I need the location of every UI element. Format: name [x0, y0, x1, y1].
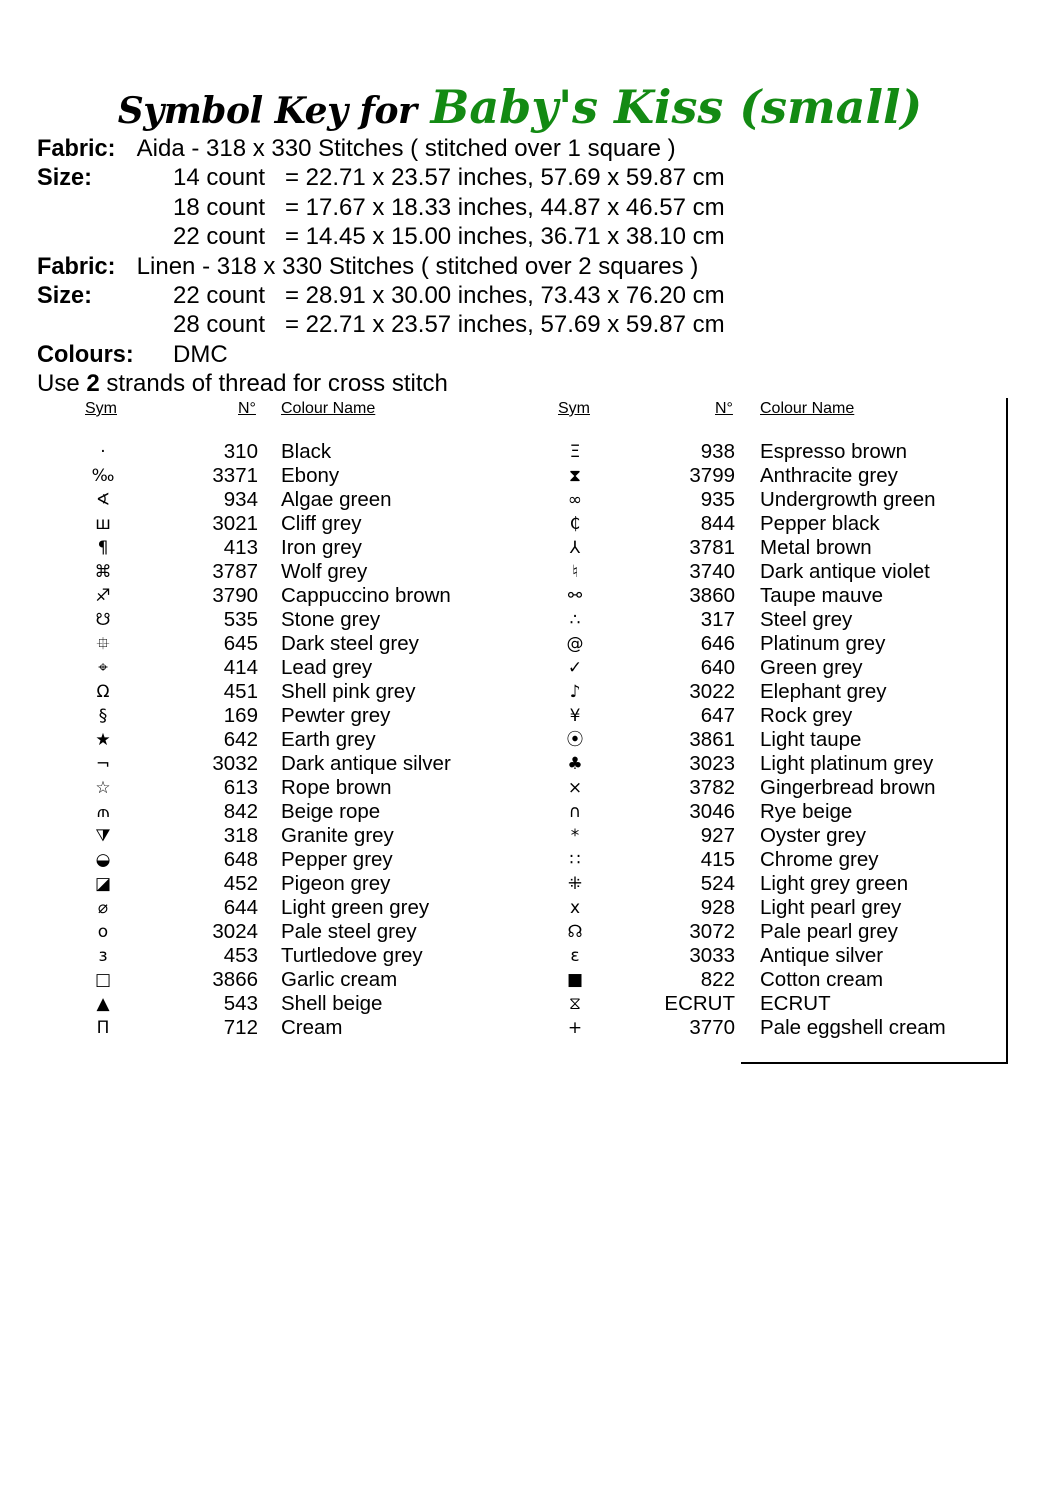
natural-icon: ♮: [571, 562, 579, 582]
xi-boxed-icon: Ξ: [569, 442, 581, 462]
dmc-number: 648: [223, 848, 258, 871]
colour-name: Rope brown: [281, 776, 392, 799]
table-border-bottom: [741, 1062, 1008, 1064]
size-row: [37, 163, 725, 192]
spherical-angle-icon: ∢: [95, 490, 111, 510]
dmc-number: 169: [223, 704, 258, 727]
size-dimensions: = 14.45 x 15.00 inches, 36.71 x 38.10 cm: [285, 223, 725, 251]
hourglass-outline-icon: ⧖: [569, 994, 581, 1014]
asterisk-icon: *: [570, 826, 580, 846]
colour-name: Wolf grey: [281, 560, 368, 583]
dmc-number: 645: [223, 632, 258, 655]
small-square-icon: □: [94, 970, 112, 990]
size-dimensions: = 28.91 x 30.00 inches, 73.43 x 76.20 cm: [285, 281, 725, 309]
dmc-number: 822: [700, 968, 735, 991]
hourglass-filled-icon: ⧗: [569, 466, 581, 486]
size-dimensions: = 17.67 x 18.33 inches, 44.87 x 46.57 cm: [285, 193, 725, 221]
plus-icon: +: [567, 1018, 583, 1038]
dmc-number: 3866: [212, 968, 258, 991]
dmc-number: 938: [700, 440, 735, 463]
colour-name: Gingerbread brown: [760, 776, 936, 799]
dmc-number: 3371: [212, 464, 258, 487]
epsilon-icon: ɛ: [570, 946, 580, 966]
descending-node-icon: ☋: [95, 610, 111, 630]
ascending-node-icon: ☊: [567, 922, 583, 942]
colour-name: Green grey: [760, 656, 863, 679]
dmc-number: 3024: [212, 920, 258, 943]
colour-name: Steel grey: [760, 608, 853, 631]
size-count: 18 count: [173, 193, 266, 221]
page-title: [0, 80, 1040, 134]
dmc-number: 646: [700, 632, 735, 655]
colours-row: [37, 340, 698, 369]
dotted-cross-large-icon: ⁜: [567, 874, 583, 894]
colour-name: Ebony: [281, 464, 340, 487]
colour-name: Algae green: [281, 488, 392, 511]
size-dimensions: = 22.71 x 23.57 inches, 57.69 x 59.87 cm: [285, 311, 725, 339]
colour-name: Beige rope: [281, 800, 381, 823]
dmc-number: 613: [223, 776, 258, 799]
dmc-number: 927: [700, 824, 735, 847]
dmc-number: 934: [223, 488, 258, 511]
colour-name: ECRUT: [760, 992, 831, 1015]
dmc-number: 928: [700, 896, 735, 919]
square-filled-icon: ■: [566, 970, 584, 990]
dmc-number: 317: [700, 608, 735, 631]
tripod-icon: ⅄: [569, 538, 581, 558]
colour-name: Light grey green: [760, 872, 909, 895]
colour-name: Antique silver: [760, 944, 884, 967]
cedi-icon: ₵: [569, 514, 581, 534]
fabric-label: Fabric:: [37, 135, 116, 162]
strands-note: [37, 369, 698, 398]
dmc-number: 935: [700, 488, 735, 511]
sagittarius-icon: ♐: [95, 586, 111, 606]
colour-name: Metal brown: [760, 536, 872, 559]
colour-name: Turtledove grey: [281, 944, 423, 967]
dmc-number: 3770: [689, 1016, 735, 1039]
size-count: 22 count: [173, 223, 266, 251]
colour-name: Light platinum grey: [760, 752, 934, 775]
dmc-number: 3046: [689, 800, 735, 823]
cyrillic-sha-icon: ш: [95, 514, 111, 534]
dmc-number: 3033: [689, 944, 735, 967]
fabric-aida: [37, 134, 698, 163]
colour-name: Pale eggshell cream: [760, 1016, 946, 1039]
dmc-number: 413: [223, 536, 258, 559]
table-border-right: [1006, 398, 1008, 1064]
colour-name: Taupe mauve: [760, 584, 884, 607]
per-mille-icon: ‰: [91, 466, 115, 486]
strands-suffix: strands of thread for cross stitch: [106, 370, 448, 398]
title-prefix: Symbol Key for: [117, 90, 417, 132]
size-count: 22 count: [173, 281, 266, 309]
size-count: 28 count: [173, 311, 266, 339]
music-note-icon: ♪: [569, 682, 581, 702]
dmc-number: ECRUT: [664, 992, 735, 1015]
header-sym-left: Sym: [85, 400, 117, 417]
colours-value: DMC: [173, 340, 228, 368]
dmc-number: 3781: [689, 536, 735, 559]
section-icon: §: [98, 706, 108, 726]
club-icon: ♣: [567, 754, 583, 774]
colour-name: Espresso brown: [760, 440, 907, 463]
slashed-dot-icon: ⌀: [97, 898, 109, 918]
size-row: [37, 193, 725, 222]
dmc-number: 451: [223, 680, 258, 703]
colour-name: Oyster grey: [760, 824, 866, 847]
fabric-info: [37, 134, 725, 399]
dotted-cross-icon: ⨯: [567, 778, 583, 798]
size-dimensions: = 22.71 x 23.57 inches, 57.69 x 59.87 cm: [285, 164, 725, 192]
dmc-number: 3032: [212, 752, 258, 775]
dmc-number: 844: [700, 512, 735, 535]
colours-label: Colours:: [37, 340, 134, 368]
dmc-number: 644: [223, 896, 258, 919]
header-number-left: N°: [238, 400, 256, 417]
dmc-number: 642: [223, 728, 258, 751]
colour-name: Pepper grey: [281, 848, 393, 871]
dmc-number: 543: [223, 992, 258, 1015]
size-label: Size:: [37, 164, 92, 192]
size-row: [37, 310, 725, 339]
colour-name: Dark steel grey: [281, 632, 419, 655]
strands-count: 2: [86, 370, 100, 398]
colour-name: Shell pink grey: [281, 680, 416, 703]
dmc-number: 535: [223, 608, 258, 631]
dmc-number: 3072: [689, 920, 735, 943]
colour-name: Garlic cream: [281, 968, 398, 991]
colour-name: Black: [281, 440, 332, 463]
colour-name: Elephant grey: [760, 680, 887, 703]
dmc-number: 415: [700, 848, 735, 871]
half-filled-square-icon: ◪: [94, 874, 112, 894]
dmc-number: 3860: [689, 584, 735, 607]
fabric-description: Linen - 318 x 330 Stitches ( stitched over 2 squares ): [136, 252, 699, 280]
colour-name: Anthracite grey: [760, 464, 898, 487]
colour-name: Rock grey: [760, 704, 853, 727]
size-count: 14 count: [173, 164, 266, 192]
colour-name: Undergrowth green: [760, 488, 936, 511]
dmc-number: 453: [223, 944, 258, 967]
dmc-number: 647: [700, 704, 735, 727]
colour-name: Pigeon grey: [281, 872, 391, 895]
half-filled-circle-icon: ◒: [95, 850, 111, 870]
place-of-interest-icon: ⌘: [94, 562, 112, 582]
yen-icon: ¥: [569, 706, 581, 726]
colour-name: Dark antique violet: [760, 560, 930, 583]
fabric-linen: [37, 252, 698, 281]
dmc-number: 414: [223, 656, 258, 679]
element-of-with-bar-icon: ⫙: [97, 802, 109, 822]
colour-name: Rye beige: [760, 800, 853, 823]
dmc-number: 3740: [689, 560, 735, 583]
colour-name: Cliff grey: [281, 512, 362, 535]
dmc-number: 3790: [212, 584, 258, 607]
colour-name: Cappuccino brown: [281, 584, 451, 607]
colour-name: Light taupe: [760, 728, 862, 751]
dmc-number: 3021: [212, 512, 258, 535]
dmc-number: 452: [223, 872, 258, 895]
dmc-number: 3861: [689, 728, 735, 751]
size-row: [37, 281, 725, 310]
pi-bar-icon: Π: [96, 1018, 110, 1038]
check-icon: ✓: [567, 658, 583, 678]
dmc-number: 3799: [689, 464, 735, 487]
header-sym-right: Sym: [558, 400, 590, 417]
strands-prefix: Use: [37, 370, 80, 398]
infinity-icon: ∞: [567, 490, 583, 510]
boxed-star-icon: ⯐: [96, 634, 110, 654]
colour-name: Chrome grey: [760, 848, 879, 871]
colour-name: Earth grey: [281, 728, 376, 751]
therefore-icon: ∴: [569, 610, 581, 630]
header-name-left: Colour Name: [281, 400, 376, 417]
letter-o-icon: o: [97, 922, 109, 942]
dmc-number: 712: [223, 1016, 258, 1039]
colour-name: Cream: [281, 1016, 343, 1039]
dmc-number: 3022: [689, 680, 735, 703]
four-dots-icon: ∷: [569, 850, 581, 870]
colour-name: Light pearl grey: [760, 896, 902, 919]
fabric-label: Fabric:: [37, 252, 116, 280]
dmc-number: 842: [223, 800, 258, 823]
circled-bullet-icon: ⦿: [566, 730, 584, 750]
colour-name: Pepper black: [760, 512, 880, 535]
size-row: [37, 222, 725, 251]
half-filled-triangle-down-icon: ⧩: [95, 826, 111, 846]
rotated-3-icon: ɜ: [98, 946, 108, 966]
colour-name: Platinum grey: [760, 632, 886, 655]
header-number-right: N°: [715, 400, 733, 417]
dmc-number: 524: [700, 872, 735, 895]
letter-x-icon: x: [569, 898, 581, 918]
colour-name: Lead grey: [281, 656, 373, 679]
linked-circles-icon: ⚯: [567, 586, 583, 606]
star-filled-icon: ★: [95, 730, 111, 750]
triangle-up-icon: ▲: [96, 994, 110, 1014]
dmc-number: 318: [223, 824, 258, 847]
colour-name: Pale steel grey: [281, 920, 417, 943]
colour-name: Cotton cream: [760, 968, 884, 991]
colour-name: Dark antique silver: [281, 752, 451, 775]
colour-name: Pewter grey: [281, 704, 391, 727]
dotted-arch-icon: ∩: [568, 802, 582, 822]
pilcrow-icon: ¶: [97, 538, 109, 558]
dmc-number: 3782: [689, 776, 735, 799]
colour-name: Granite grey: [281, 824, 394, 847]
colour-name: Light green grey: [281, 896, 430, 919]
at-icon: @: [566, 634, 584, 654]
dmc-number: 3787: [212, 560, 258, 583]
dmc-number: 640: [700, 656, 735, 679]
colour-name: Stone grey: [281, 608, 381, 631]
pattern-name: Baby's Kiss (small): [430, 80, 923, 134]
omega-icon: Ω: [96, 682, 110, 702]
dot-icon: ·: [100, 442, 106, 462]
corner-icon: ¬: [95, 754, 111, 774]
star-outline-icon: ☆: [95, 778, 111, 798]
dmc-number: 310: [223, 440, 258, 463]
dmc-number: 3023: [689, 752, 735, 775]
header-name-right: Colour Name: [760, 400, 855, 417]
fabric-description: Aida - 318 x 330 Stitches ( stitched over 1 square ): [136, 135, 676, 162]
colour-name: Pale pearl grey: [760, 920, 898, 943]
size-label: Size:: [37, 281, 92, 309]
crosshair-icon: ⌖: [98, 658, 108, 678]
colour-name: Shell beige: [281, 992, 383, 1015]
colour-name: Iron grey: [281, 536, 362, 559]
